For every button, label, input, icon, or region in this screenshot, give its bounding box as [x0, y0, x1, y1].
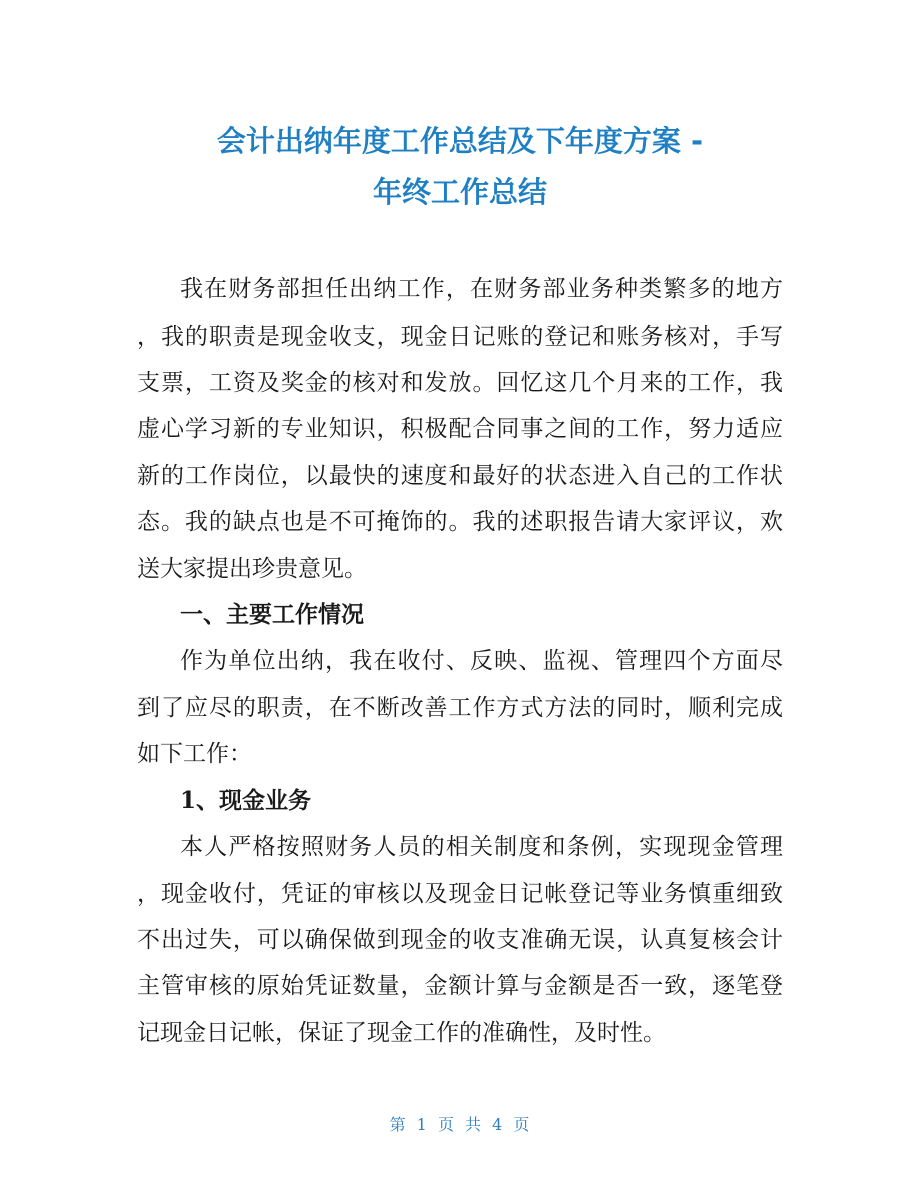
paragraph-line: 不出过失，可以确保做到现金的收支准确无误，认真复核会计 — [137, 927, 783, 953]
title-line-1: 会计出纳年度工作总结及下年度方案 - — [216, 124, 704, 158]
title-line-2: 年终工作总结 — [372, 175, 547, 209]
paragraph-line: 新的工作岗位，以最快的速度和最好的状态进入自己的工作状 — [137, 463, 783, 489]
paragraph-line: 到了应尽的职责，在不断改善工作方式方法的同时，顺利完成 — [137, 695, 783, 721]
paragraph-line: 主管审核的原始凭证数量，金额计算与金额是否一致，逐笔登 — [137, 973, 783, 999]
paragraph-line: 虚心学习新的专业知识，积极配合同事之间的工作，努力适应 — [137, 416, 783, 442]
paragraph-line: ，我的职责是现金收支，现金日记账的登记和账务核对，手写 — [137, 324, 783, 350]
paragraph-line: 如下工作： — [137, 741, 252, 767]
paragraph-line: ，现金收付，凭证的审核以及现金日记帐登记等业务慎重细致 — [137, 881, 783, 907]
paragraph-line: 支票，工资及奖金的核对和发放。回忆这几个月来的工作，我 — [137, 370, 783, 396]
paragraph-line: 我在财务部担任出纳工作，在财务部业务种类繁多的地方 — [180, 276, 783, 302]
paragraph-line: 本人严格按照财务人员的相关制度和条例，实现现金管理 — [180, 834, 783, 860]
subsection-heading: 1、现金业务 — [180, 787, 312, 814]
paragraph-line: 作为单位出纳，我在收付、反映、监视、管理四个方面尽 — [180, 648, 783, 674]
paragraph-line: 态。我的缺点也是不可掩饰的。我的述职报告请大家评议，欢 — [137, 509, 783, 535]
paragraph-line: 记现金日记帐，保证了现金工作的准确性，及时性。 — [137, 1020, 666, 1046]
document-title — [0, 116, 920, 218]
section-heading: 一、主要工作情况 — [180, 601, 364, 628]
paragraph-line: 送大家提出珍贵意见。 — [137, 556, 367, 582]
page-number-footer: 第 1 页 共 4 页 — [389, 1115, 531, 1134]
